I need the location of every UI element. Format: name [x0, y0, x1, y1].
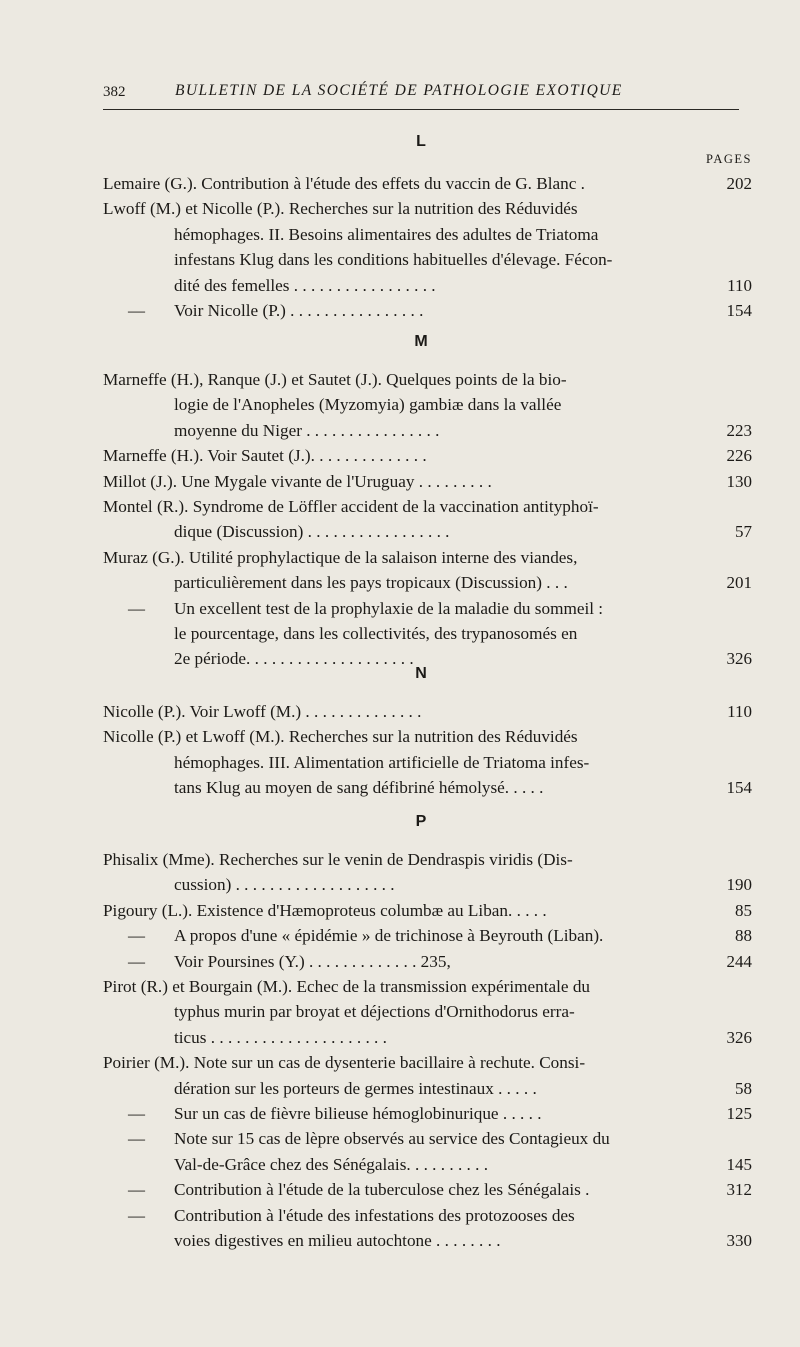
section-letter-n: N — [415, 665, 427, 682]
entry-line: Nicolle (P.). Voir Lwoff (M.) . . . . . . . . . . . . . . — [103, 702, 422, 721]
entry-line: Contribution à l'étude des infestations des protozooses des — [174, 1205, 575, 1225]
page-reference: 223 — [726, 420, 752, 440]
page-reference: 326 — [726, 1027, 752, 1047]
ditto-dash: — — [128, 598, 145, 618]
ditto-dash: — — [128, 1129, 145, 1149]
entry-line: particulièrement dans les pays tropicaux (Discussion) . . . — [174, 573, 568, 593]
page-reference: 312 — [726, 1180, 752, 1200]
entry-line: Muraz (G.). Utilité prophylactique de la salaison interne des viandes, — [103, 547, 578, 567]
entry-line: le pourcentage, dans les collectivités, des trypanosomés en — [174, 624, 578, 643]
page-reference: 226 — [726, 446, 752, 466]
entry-line: voies digestives en milieu autochtone . . . . . . . . — [174, 1231, 501, 1250]
entry-line: 2e période. . . . . . . . . . . . . . . . . . . . — [174, 649, 414, 669]
section-letter-m: M — [414, 333, 428, 350]
entry-line: Montel (R.). Syndrome de Löffler accident de la vaccination antityphoï- — [103, 497, 599, 516]
entry-line: Nicolle (P.) et Lwoff (M.). Recherches sur la nutrition des Réduvidés — [103, 727, 578, 747]
page-reference: 85 — [735, 900, 752, 920]
entry-line: Sur un cas de fièvre bilieuse hémoglobinurique . . . . . — [174, 1104, 542, 1123]
entry-line: Un excellent test de la prophylaxie de la maladie du sommeil : — [174, 598, 604, 618]
entry-line: hémophages. II. Besoins alimentaires des adultes de Triatoma — [174, 224, 599, 244]
entry-line: infestans Klug dans les conditions habituelles d'élevage. Fécon- — [174, 250, 613, 270]
entry-line: dération sur les porteurs de germes intestinaux . . . . . — [174, 1078, 537, 1098]
entry-line: Pigoury (L.). Existence d'Hæmoproteus columbæ au Liban. . . . . — [103, 900, 547, 920]
entry-line: Val-de-Grâce chez des Sénégalais. . . . . . . . . . — [174, 1154, 489, 1174]
ditto-dash: — — [128, 1205, 145, 1225]
entry-line: dité des femelles . . . . . . . . . . . . . . . . . — [174, 275, 436, 295]
page-reference: 190 — [726, 875, 752, 895]
entry-line: Note sur 15 cas de lèpre observés au service des Contagieux du — [174, 1129, 610, 1149]
entry-line: Lwoff (M.) et Nicolle (P.). Recherches sur la nutrition des Réduvidés — [103, 199, 578, 219]
page-number: 382 — [103, 84, 126, 100]
page-reference: 201 — [726, 573, 752, 593]
page-reference: 145 — [726, 1154, 752, 1174]
ditto-dash: — — [128, 926, 145, 946]
page-reference: 110 — [727, 275, 752, 295]
page-reference: 125 — [726, 1104, 752, 1123]
page-reference: 110 — [727, 702, 752, 721]
entry-line: Marneffe (H.). Voir Sautet (J.). . . . . . . . . . . . . . — [103, 446, 427, 466]
entry-line: Poirier (M.). Note sur un cas de dysenterie bacillaire à rechute. Consi- — [103, 1053, 586, 1073]
page-reference: 130 — [726, 471, 752, 491]
entry-line: moyenne du Niger . . . . . . . . . . . . . . . . — [174, 420, 440, 440]
page-reference: 154 — [726, 301, 752, 320]
entry-line: tans Klug au moyen de sang défibriné hémolysé. . . . . — [174, 778, 544, 798]
section-letter-l: L — [416, 133, 426, 150]
page-reference: 330 — [726, 1231, 752, 1250]
entry-line: Phisalix (Mme). Recherches sur le venin de Dendraspis viridis (Dis- — [103, 850, 573, 869]
page-reference: 154 — [726, 778, 752, 798]
entry-line: Millot (J.). Une Mygale vivante de l'Uruguay . . . . . . . . . — [103, 471, 492, 491]
entry-line: Voir Nicolle (P.) . . . . . . . . . . . . . . . . — [174, 301, 424, 320]
entry-line: hémophages. III. Alimentation artificielle de Triatoma infes- — [174, 752, 590, 772]
entry-line: Lemaire (G.). Contribution à l'étude des effets du vaccin de G. Blanc . — [103, 174, 585, 193]
page-reference: 202 — [726, 174, 752, 193]
ditto-dash: — — [128, 1104, 145, 1123]
entry-line: Voir Poursines (Y.) . . . . . . . . . . . . . 235, — [174, 951, 451, 971]
page-reference: 88 — [735, 926, 752, 946]
entry-line: Pirot (R.) et Bourgain (M.). Echec de la transmission expérimentale du — [103, 977, 591, 996]
entry-line: A propos d'une « épidémie » de trichinose à Beyrouth (Liban). — [174, 926, 604, 946]
page-reference: 244 — [726, 951, 752, 971]
page-reference: 326 — [726, 649, 752, 669]
ditto-dash: — — [128, 951, 145, 971]
page-reference: 57 — [735, 522, 752, 542]
page-reference: 58 — [735, 1078, 752, 1098]
journal-title: BULLETIN DE LA SOCIÉTÉ DE PATHOLOGIE EXOTIQUE — [175, 82, 623, 99]
ditto-dash: — — [128, 1180, 145, 1200]
ditto-dash: — — [128, 301, 145, 320]
section-letter-p: P — [415, 813, 427, 830]
header-rule — [103, 109, 739, 110]
entry-line: cussion) . . . . . . . . . . . . . . . . . . . — [174, 875, 395, 895]
entry-line: typhus murin par broyat et déjections d'Ornithodorus erra- — [174, 1002, 575, 1022]
entry-line: Contribution à l'étude de la tuberculose chez les Sénégalais . — [174, 1180, 590, 1200]
entry-line: logie de l'Anopheles (Myzomyia) gambiæ dans la vallée — [174, 395, 562, 415]
entry-line: dique (Discussion) . . . . . . . . . . . . . . . . . — [174, 522, 450, 542]
entry-line: Marneffe (H.), Ranque (J.) et Sautet (J.). Quelques points de la bio- — [103, 370, 567, 389]
entry-line: ticus . . . . . . . . . . . . . . . . . . . . . — [174, 1027, 387, 1047]
page-header — [103, 78, 739, 106]
pages-column-label: PAGES — [706, 152, 752, 166]
